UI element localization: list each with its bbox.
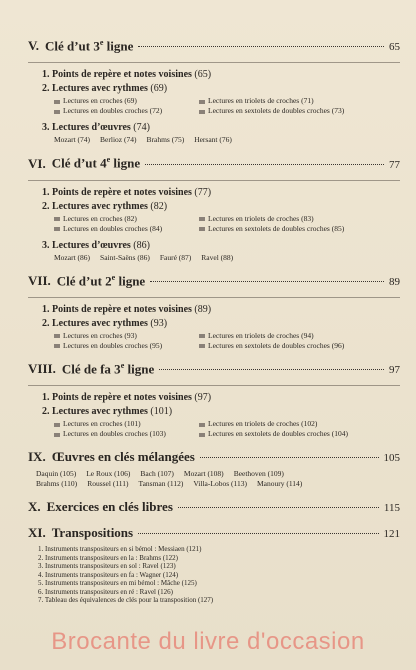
composer-entry: Fauré (87) bbox=[159, 252, 192, 262]
chapter-title: Clé de fa 3e ligne bbox=[61, 360, 155, 377]
subsection-2: 2. Lectures avec rythmes (93) bbox=[42, 317, 168, 329]
chapter-heading bbox=[28, 155, 400, 171]
divider bbox=[28, 385, 400, 386]
chapter-heading bbox=[28, 449, 400, 465]
composer-entry: Brahms (75) bbox=[146, 135, 185, 145]
square-bullet-icon bbox=[54, 100, 60, 104]
chapter-page-number: 65 bbox=[389, 41, 400, 54]
chapter-page-number: 97 bbox=[389, 364, 400, 377]
list-item: Lectures en croches (101) bbox=[54, 419, 199, 429]
square-bullet-icon bbox=[199, 433, 205, 437]
divider bbox=[28, 62, 400, 63]
square-bullet-icon bbox=[199, 227, 205, 231]
chapter-heading bbox=[28, 38, 400, 54]
divider bbox=[28, 297, 400, 298]
square-bullet-icon bbox=[199, 334, 205, 338]
chapter-title: Clé d’ut 3e ligne bbox=[44, 38, 134, 54]
list-item: Lectures en croches (69) bbox=[54, 96, 199, 106]
subsection-3: 3. Lectures d’œuvres (74) bbox=[42, 122, 150, 134]
list-item: Lectures en croches (93) bbox=[54, 331, 199, 341]
square-bullet-icon bbox=[54, 227, 60, 231]
chapter-number: IX. bbox=[28, 449, 46, 465]
chapter-number: VI. bbox=[28, 155, 46, 171]
chapter-10 bbox=[28, 499, 400, 515]
rhythm-list bbox=[42, 214, 400, 234]
composer-list bbox=[28, 469, 400, 489]
list-item: Lectures en sextolets de doubles croches (85) bbox=[199, 224, 400, 234]
composer-entry: Bach (107) bbox=[140, 469, 174, 479]
dot-leader bbox=[138, 533, 378, 534]
composer-entry: Ravel (88) bbox=[201, 252, 234, 262]
divider bbox=[28, 180, 400, 181]
square-bullet-icon bbox=[54, 110, 60, 114]
subsection-1: 1. Points de repère et notes voisines (97) bbox=[42, 392, 212, 404]
list-item: Lectures en triolets de croches (83) bbox=[199, 214, 400, 224]
square-bullet-icon bbox=[199, 100, 205, 104]
square-bullet-icon bbox=[199, 423, 205, 427]
chapter-6 bbox=[28, 155, 400, 262]
chapter-7 bbox=[28, 273, 400, 351]
transposition-list bbox=[28, 545, 400, 605]
composer-entry: Mozart (108) bbox=[183, 469, 224, 479]
square-bullet-icon bbox=[199, 344, 205, 348]
chapter-number: VII. bbox=[28, 272, 51, 288]
composer-entry: Mozart (74) bbox=[54, 135, 91, 145]
composer-entry: Hersant (76) bbox=[194, 135, 232, 145]
chapter-11 bbox=[28, 525, 400, 605]
watermark-text: Brocante du livre d'occasion bbox=[51, 628, 365, 655]
list-item: Lectures en sextolets de doubles croches (104) bbox=[199, 429, 400, 439]
subsection-3: 3. Lectures d’œuvres (86) bbox=[42, 239, 150, 251]
list-item: Lectures en doubles croches (103) bbox=[54, 429, 199, 439]
list-item: Lectures en sextolets de doubles croches (73) bbox=[199, 106, 400, 116]
chapter-5 bbox=[28, 38, 400, 145]
subsection-1: 1. Points de repère et notes voisines (65) bbox=[42, 69, 212, 81]
chapter-8 bbox=[28, 361, 400, 439]
rhythm-list bbox=[42, 96, 400, 116]
list-item: Lectures en croches (82) bbox=[54, 214, 199, 224]
chapter-number: X. bbox=[28, 499, 41, 515]
chapter-number: XI. bbox=[28, 525, 46, 541]
composer-list bbox=[42, 135, 400, 145]
list-item: 2. Instruments transpositeurs en la : Brahms (122) bbox=[38, 553, 178, 562]
composer-entry: Saint-Saëns (86) bbox=[100, 252, 150, 262]
rhythm-list bbox=[42, 419, 400, 439]
composer-entry: Daquin (105) bbox=[36, 469, 77, 479]
chapter-title: Clé d’ut 4e ligne bbox=[51, 155, 141, 171]
composer-list bbox=[42, 253, 400, 263]
subsection-2: 2. Lectures avec rythmes (69) bbox=[42, 83, 168, 95]
list-item: Lectures en sextolets de doubles croches (96) bbox=[199, 341, 400, 351]
dot-leader bbox=[159, 369, 384, 370]
chapter-heading bbox=[28, 361, 400, 377]
list-item: Lectures en triolets de croches (94) bbox=[199, 331, 400, 341]
composer-entry: Beethoven (109) bbox=[233, 469, 284, 479]
chapter-page-number: 77 bbox=[389, 158, 400, 171]
dot-leader bbox=[178, 507, 379, 508]
subsection-1: 1. Points de repère et notes voisines (89) bbox=[42, 303, 212, 315]
composer-entry: Mozart (86) bbox=[54, 252, 91, 262]
rhythm-list bbox=[42, 331, 400, 351]
list-item: Lectures en doubles croches (95) bbox=[54, 341, 199, 351]
chapter-9 bbox=[28, 449, 400, 489]
list-item: Lectures en triolets de croches (71) bbox=[199, 96, 400, 106]
chapter-title: Clé d’ut 2e ligne bbox=[56, 272, 146, 288]
chapter-number: VIII. bbox=[28, 361, 56, 377]
chapter-page-number: 121 bbox=[383, 528, 400, 541]
list-item: Lectures en doubles croches (84) bbox=[54, 224, 199, 234]
list-item: 3. Instruments transpositeurs en sol : Ravel (123) bbox=[38, 562, 176, 571]
composer-entry: Villa-Lobos (113) bbox=[193, 479, 247, 489]
list-item: 1. Instruments transpositeurs en si bémol : Messiaen (121) bbox=[38, 545, 202, 554]
dot-leader bbox=[138, 46, 384, 47]
list-item: 6. Instruments transpositeurs en ré : Ravel (126) bbox=[38, 587, 173, 596]
subsection-1: 1. Points de repère et notes voisines (77) bbox=[42, 186, 212, 198]
square-bullet-icon bbox=[199, 110, 205, 114]
list-item: 7. Tableau des équivalences de clés pour la transposition (127) bbox=[38, 596, 214, 605]
dot-leader bbox=[145, 164, 384, 165]
chapter-title: Transpositions bbox=[51, 525, 134, 541]
square-bullet-icon bbox=[54, 423, 60, 427]
composer-entry: Tansman (112) bbox=[138, 479, 184, 489]
subsection-2: 2. Lectures avec rythmes (101) bbox=[42, 406, 173, 418]
list-item: 4. Instruments transpositeurs en fa : Wagner (124) bbox=[38, 570, 179, 579]
chapter-title: Exercices en clés libres bbox=[46, 499, 173, 515]
dot-leader bbox=[200, 457, 379, 458]
chapter-page-number: 105 bbox=[383, 452, 400, 465]
composer-entry: Brahms (110) bbox=[36, 479, 78, 489]
composer-entry: Roussel (111) bbox=[87, 479, 129, 489]
list-item: Lectures en doubles croches (72) bbox=[54, 106, 199, 116]
chapter-page-number: 89 bbox=[389, 275, 400, 288]
chapter-number: V. bbox=[28, 38, 39, 54]
square-bullet-icon bbox=[54, 217, 60, 221]
chapter-page-number: 115 bbox=[383, 502, 400, 515]
composer-entry: Le Roux (106) bbox=[86, 469, 131, 479]
square-bullet-icon bbox=[54, 344, 60, 348]
list-item: Lectures en triolets de croches (102) bbox=[199, 419, 400, 429]
chapter-title: Œuvres en clés mélangées bbox=[51, 449, 195, 465]
composer-entry: Berlioz (74) bbox=[100, 135, 137, 145]
square-bullet-icon bbox=[54, 334, 60, 338]
chapter-heading bbox=[28, 525, 400, 541]
dot-leader bbox=[150, 281, 384, 282]
square-bullet-icon bbox=[199, 217, 205, 221]
chapter-heading bbox=[28, 273, 400, 289]
square-bullet-icon bbox=[54, 433, 60, 437]
subsection-2: 2. Lectures avec rythmes (82) bbox=[42, 200, 168, 212]
chapter-heading bbox=[28, 499, 400, 515]
composer-entry: Manoury (114) bbox=[256, 479, 303, 489]
list-item: 5. Instruments transpositeurs en mi bémol : Mâche (125) bbox=[38, 579, 197, 588]
